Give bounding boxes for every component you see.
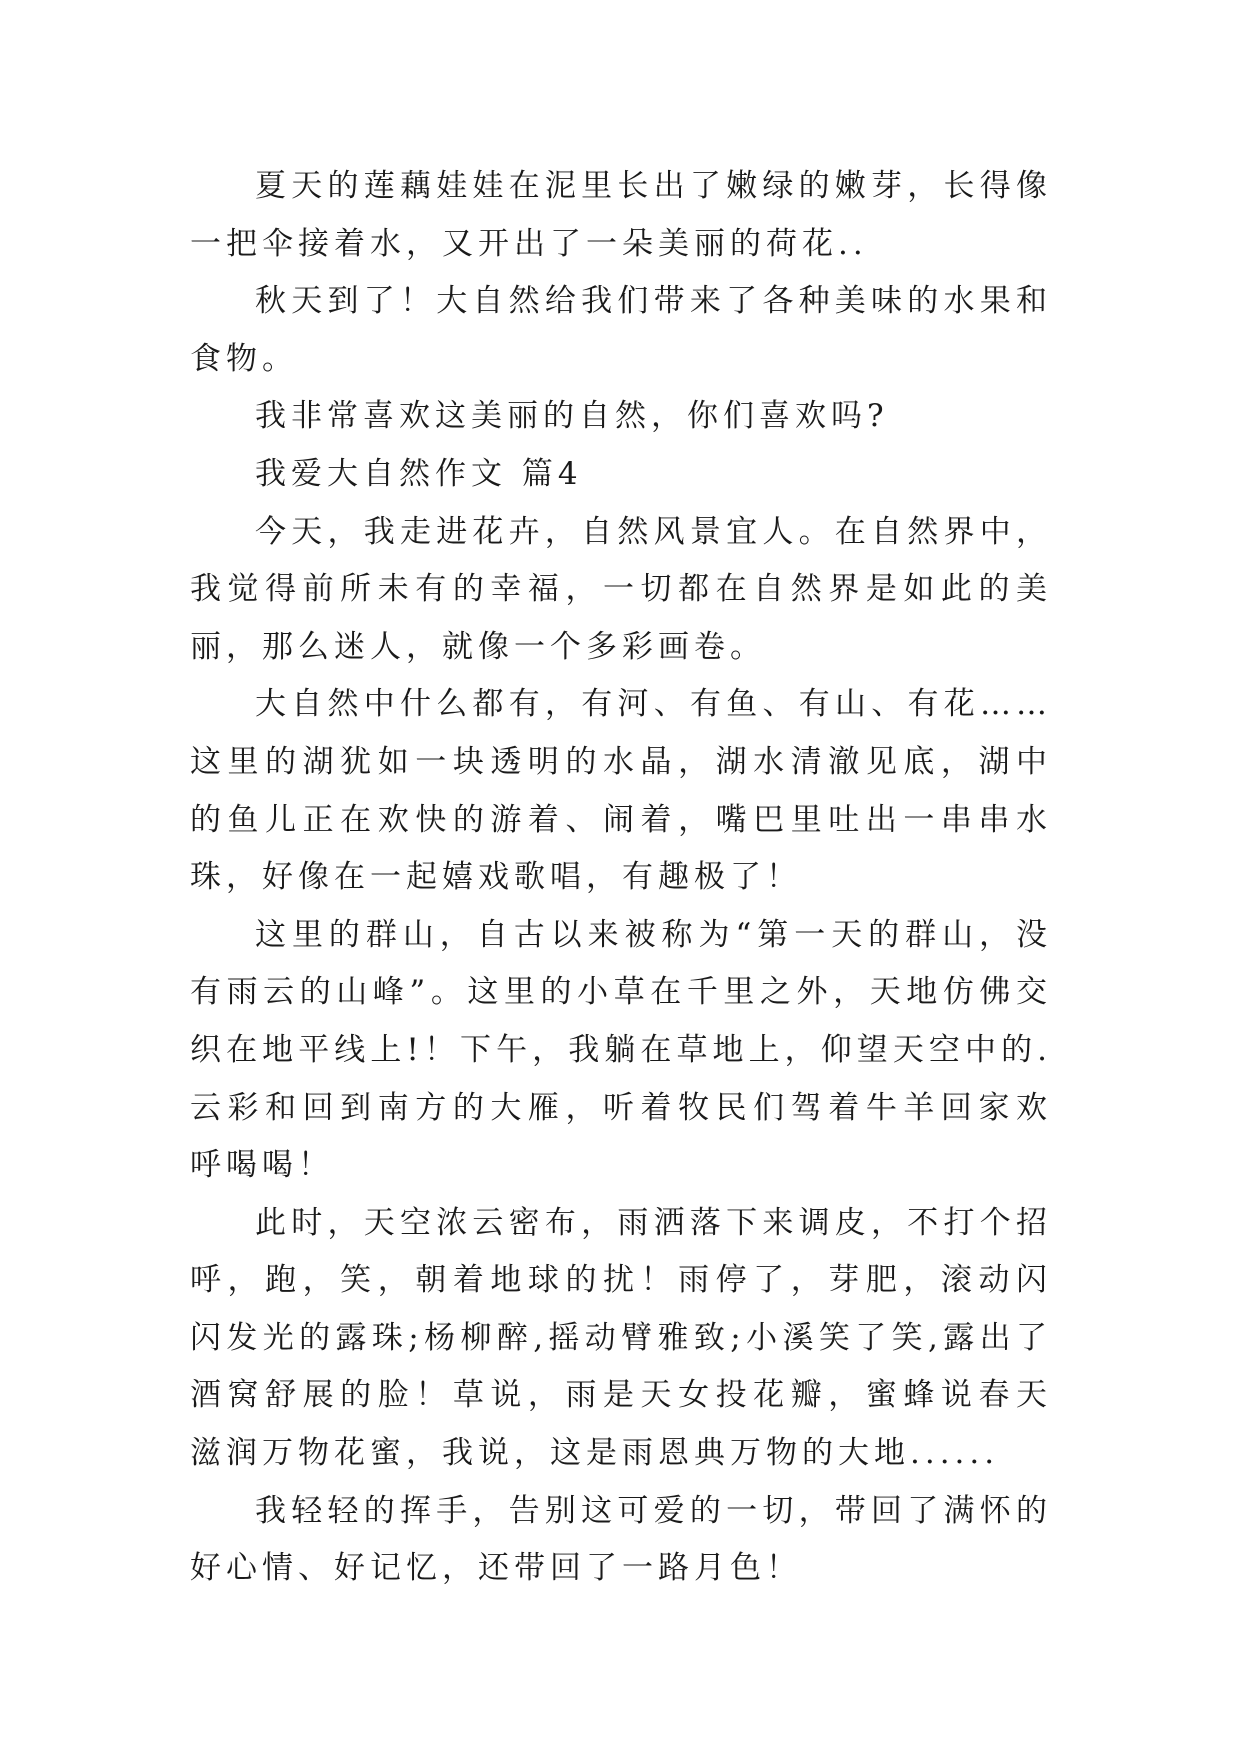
paragraph-rain: 此时，天空浓云密布，雨洒落下来调皮，不打个招呼，跑，笑，朝着地球的扰！雨停了，芽肥，滚动闪闪发光的露珠;杨柳醉,摇动臂雅致;小溪笑了笑,露出了酒窝舒展的脸！草说，雨是天女投花瓣，蜜蜂说春天滋润万物花蜜，我说，这是雨恩典万物的大地...... — [190, 1204, 1052, 1472]
paragraph-summer: 夏天的莲藕娃娃在泥里长出了嫩绿的嫩芽，长得像一把伞接着水，又开出了一朵美丽的荷花.. — [190, 168, 1052, 262]
paragraph-autumn: 秋天到了！大自然给我们带来了各种美味的水果和食物。 — [190, 283, 1052, 377]
paragraph-farewell: 我轻轻的挥手，告别这可爱的一切，带回了满怀的好心情、好记忆，还带回了一路月色！ — [190, 1492, 1052, 1587]
paragraph-mountains: 这里的群山，自古以来被称为“第一天的群山，没有雨云的山峰”。这里的小草在千里之外，天地仿佛交织在地平线上!！下午，我躺在草地上，仰望天空中的.云彩和回到南方的大雁，听着牧民们驾着牛羊回家欢呼喝喝！ — [190, 916, 1052, 1184]
document-body — [190, 158, 1052, 1598]
paragraph-lake: 大自然中什么都有，有河、有鱼、有山、有花……这里的湖犹如一块透明的水晶，湖水清澈见底，湖中的鱼儿正在欢快的游着、闹着，嘴巴里吐出一串串水珠，好像在一起嬉戏歌唱，有趣极了！ — [190, 686, 1052, 896]
paragraph-today: 今天，我走进花卉，自然风景宜人。在自然界中，我觉得前所未有的幸福，一切都在自然界是如此的美丽，那么迷人，就像一个多彩画卷。 — [190, 513, 1052, 665]
section-heading: 我爱大自然作文 篇4 — [255, 455, 583, 492]
paragraph-love-nature: 我非常喜欢这美丽的自然，你们喜欢吗? — [255, 398, 889, 435]
